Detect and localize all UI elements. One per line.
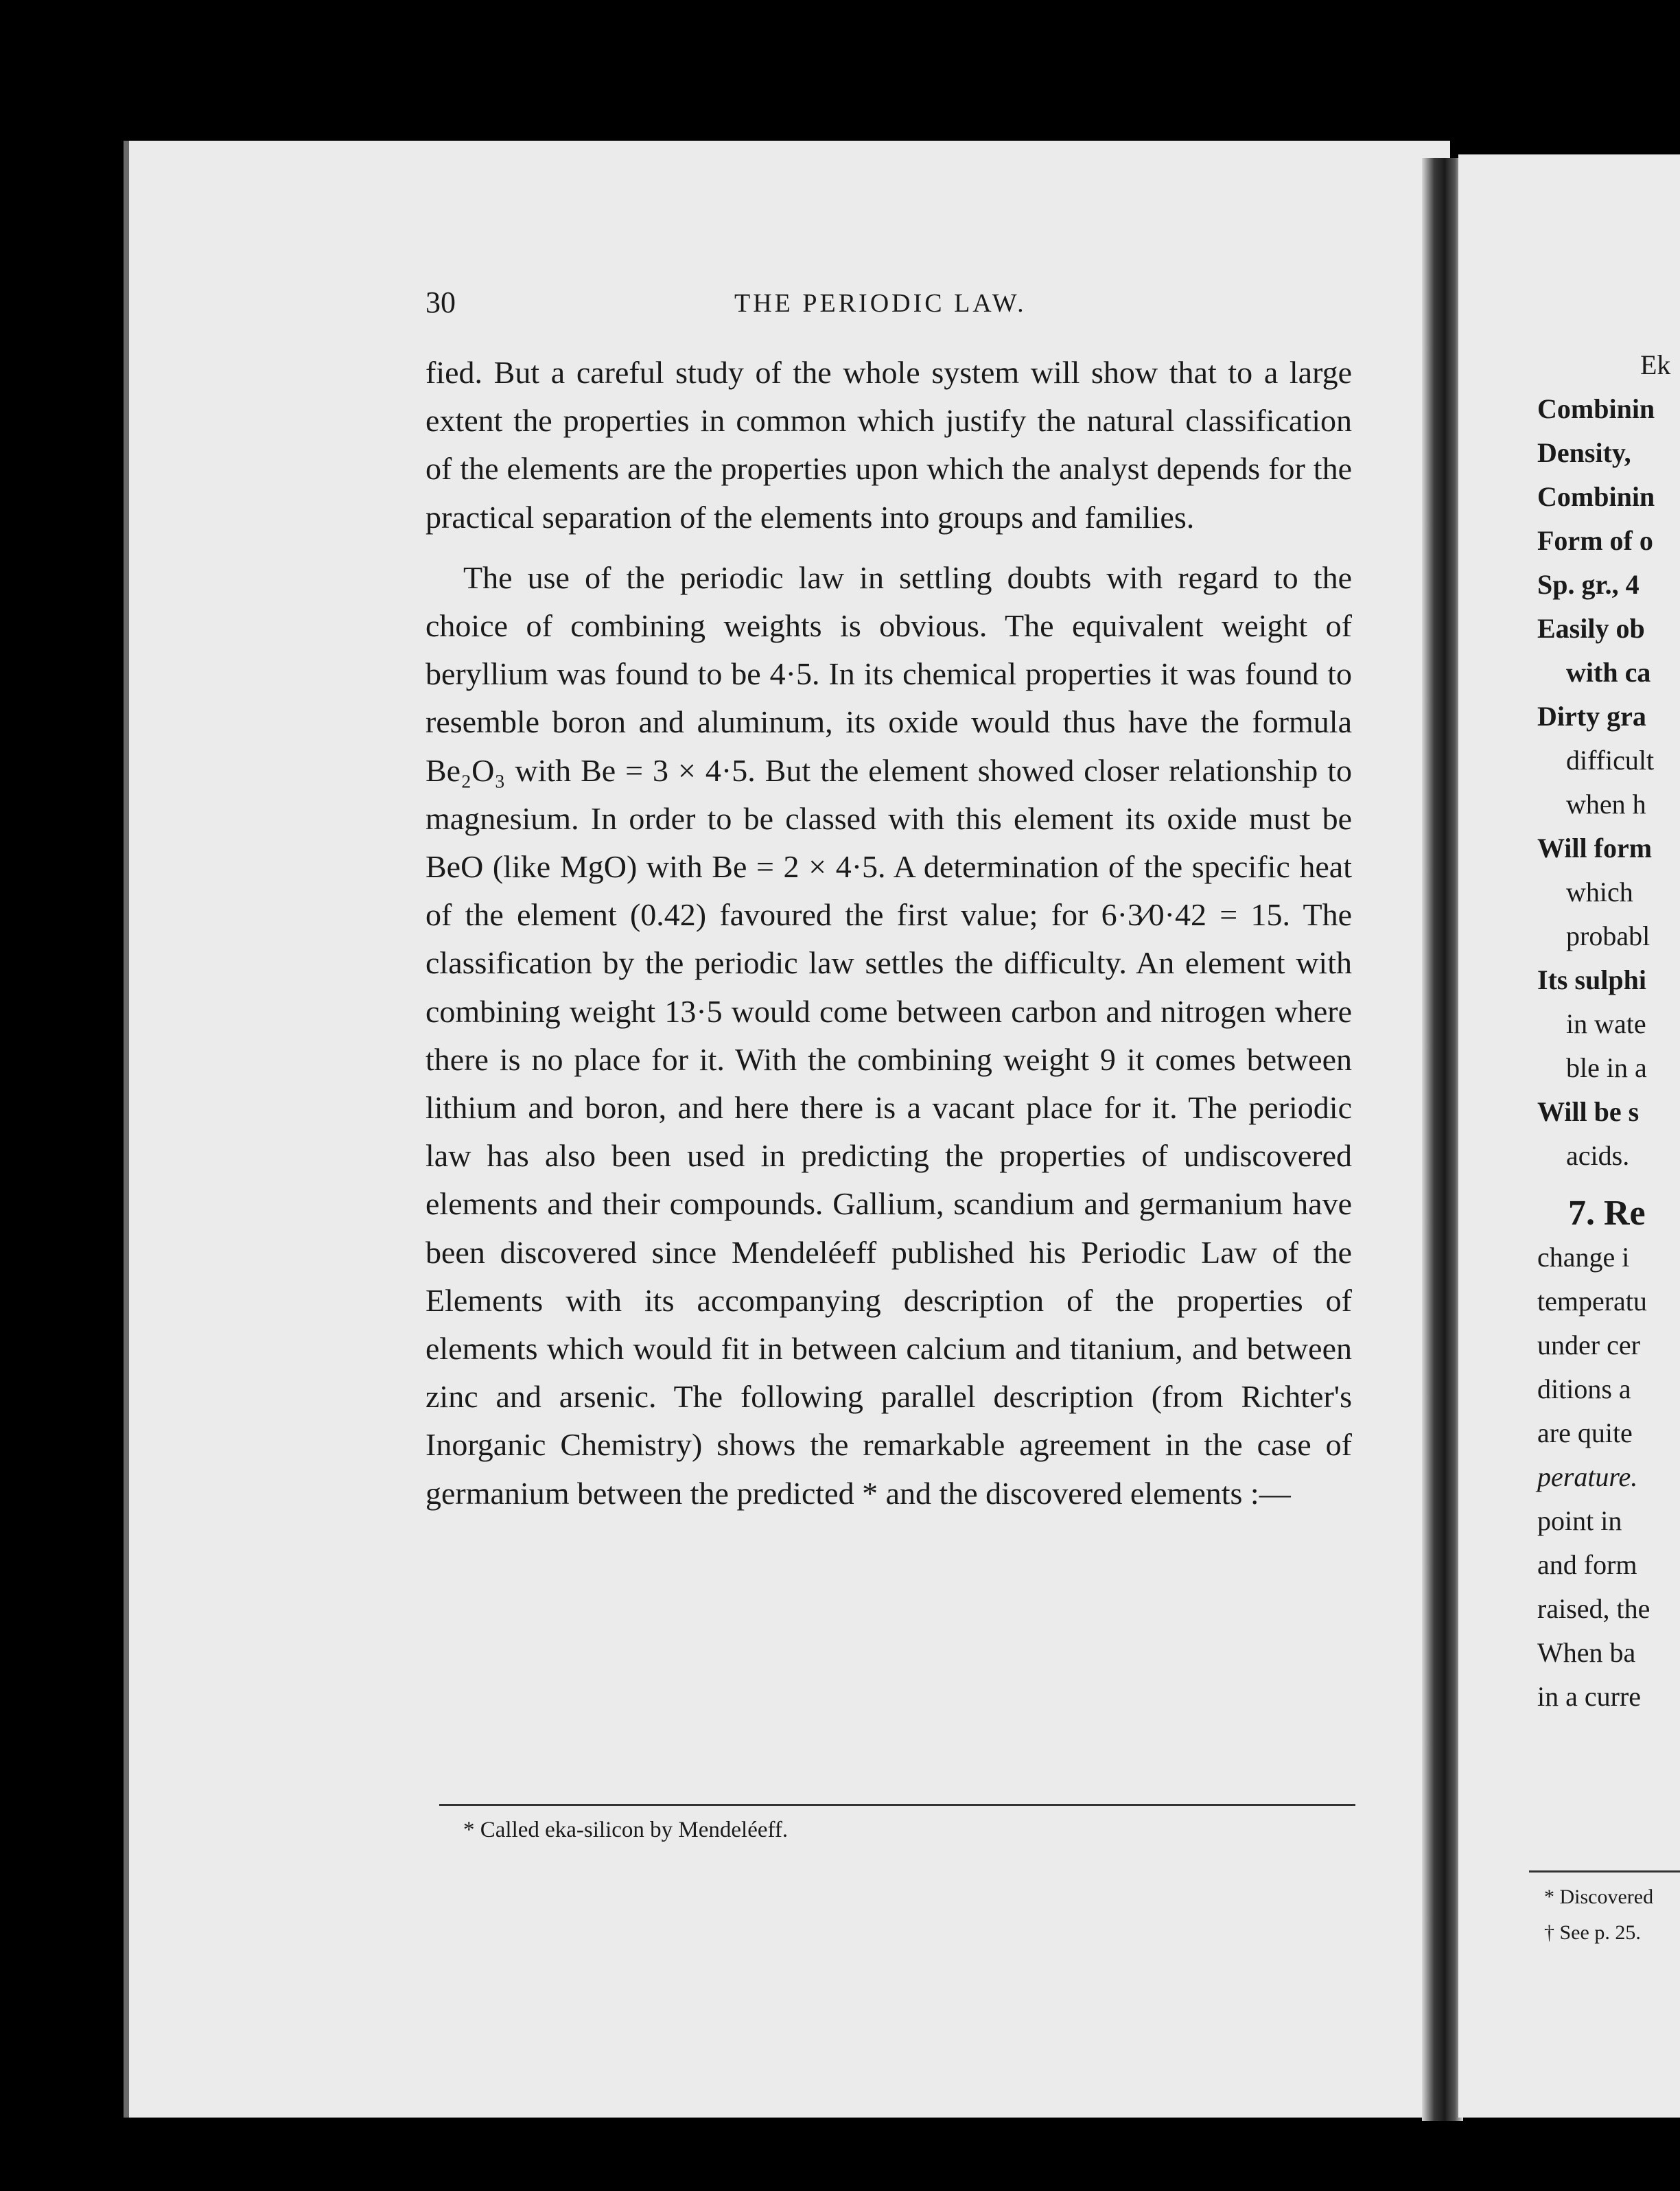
right-page-text (1537, 343, 1680, 1719)
footnote: * Called eka-silicon by Mendeléeff. (463, 1818, 789, 1842)
right-line: raised, the (1537, 1593, 1650, 1624)
right-line: Combinin (1537, 481, 1655, 512)
right-footnote: * Discovered (1544, 1886, 1654, 1908)
right-line: Combinin (1537, 393, 1655, 424)
right-line: Ek (1640, 349, 1671, 380)
right-line: Will form (1537, 833, 1653, 863)
right-line: under cer (1537, 1330, 1640, 1360)
right-line: with ca (1566, 657, 1651, 688)
running-title: THE PERIODIC LAW. (734, 289, 1027, 318)
right-line: in a curre (1537, 1681, 1642, 1712)
right-line: Its sulphi (1537, 964, 1646, 995)
right-line: which (1566, 877, 1633, 907)
right-line: difficult (1566, 745, 1655, 776)
right-line: are quite (1537, 1417, 1633, 1448)
right-line: Sp. gr., 4 (1537, 569, 1640, 600)
right-line: Easily ob (1537, 613, 1645, 644)
right-line: temperatu (1537, 1286, 1647, 1317)
right-line: When ba (1537, 1637, 1636, 1668)
right-footnote: † See p. 25. (1544, 1921, 1641, 1944)
right-line: change i (1537, 1242, 1630, 1273)
right-line: and form (1537, 1549, 1637, 1580)
right-line: perature. (1537, 1461, 1638, 1492)
body-text (425, 349, 1352, 1518)
right-line: when h (1566, 789, 1646, 820)
right-line: point in (1537, 1505, 1622, 1536)
section-heading: 7. Re (1568, 1194, 1646, 1233)
page-number: 30 (425, 286, 456, 319)
right-footnotes (1544, 1879, 1653, 1951)
right-line: acids. (1566, 1140, 1630, 1171)
right-line: Will be s (1537, 1096, 1640, 1127)
right-footnote-rule (1529, 1870, 1680, 1873)
right-line: Dirty gra (1537, 701, 1646, 732)
right-line: Form of o (1537, 525, 1653, 556)
footnote-rule (439, 1804, 1355, 1806)
right-line: Density, (1537, 437, 1631, 468)
right-line: ble in a (1566, 1052, 1647, 1083)
paragraph-1: fied. But a careful study of the whole system will show that to a large extent the properties in common which justify the natural classification of the elements are the properties upon which the analyst depends for the practical separation of the elements into groups and families. (425, 355, 1352, 535)
book-gutter (1422, 158, 1463, 2121)
paragraph-2: The use of the periodic law in settling doubts with regard to the choice of combining weights is obvious. The equivalent weight of beryllium was found to be 4·5. In its chemical properties it was found to resemble boron and aluminum, its oxide would thus have the formula Be₂O₃ with Be = 3 × 4·5. But the element showed closer relationship to magnesium. In order to be classed with this element its oxide must be BeO (like MgO) with Be = 2 × 4·5. A determination of the specific heat of the element (0.42) favoured the first value; for 6·3⁄0·42 = 15. The classification by the periodic law settles the difficulty. An element with combining weight 13·5 would come between carbon and nitrogen where there is no place for it. With the combining weight 9 it comes between lithium and boron, and here there is a vacant place for it. The periodic law has also been used in predicting the properties of undiscovered elements and their compounds. Gallium, scandium and germanium have been discovered since Mendeléeff published his Periodic Law of the Elements with its accompanying description of the properties of elements which would fit in between calcium and titanium, and between zinc and arsenic. The following parallel description (from Richter's Inorganic Chemistry) shows the remarkable agreement in the case of germanium between the predicted * and the discovered elements :— (425, 559, 1352, 1511)
right-line: probabl (1566, 920, 1650, 951)
right-line: ditions a (1537, 1373, 1631, 1404)
right-line: in wate (1566, 1008, 1646, 1039)
